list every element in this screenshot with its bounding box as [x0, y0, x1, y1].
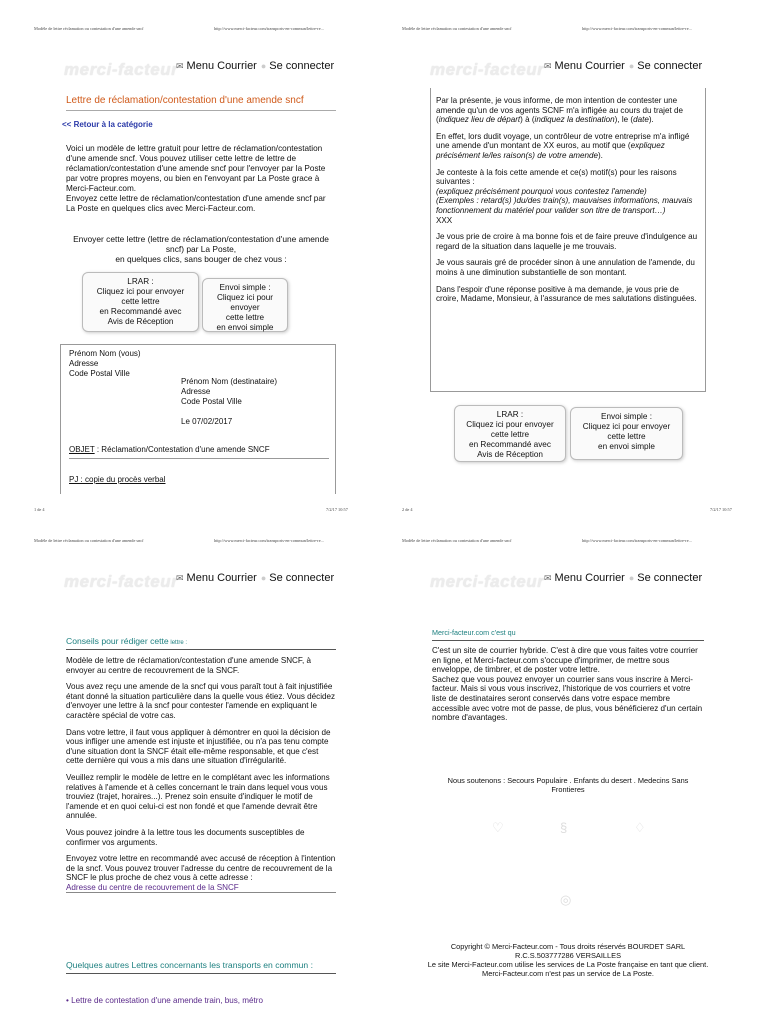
- back-to-category-link[interactable]: << Retour à la catégorie: [62, 120, 153, 129]
- site-nav: [544, 60, 702, 72]
- copyright-line-1: Copyright © Merci-Facteur.com - Tous droits réservés BOURDET SARL: [450, 942, 686, 951]
- about-text: [432, 646, 704, 723]
- letter-template: [60, 344, 336, 494]
- simple-line: en envoi simple: [598, 442, 655, 451]
- user-icon: ●: [260, 573, 267, 583]
- menu-courrier-link[interactable]: Menu Courrier: [186, 572, 257, 584]
- text: (expliquez précisément pourquoi vous contestez l'amende): [436, 186, 647, 196]
- mail-icon: ✉: [544, 573, 552, 583]
- pdf-page-1: [0, 0, 384, 512]
- text: Je conteste à la fois cette amende et ce(s) motif(s) pour les raisons suivantes :: [436, 167, 677, 187]
- print-date: 7/2/17 10:57: [710, 507, 732, 512]
- site-logo[interactable]: merci-facteur: [64, 60, 179, 79]
- site-topbar: [0, 568, 384, 598]
- send-lrar-button[interactable]: [82, 272, 199, 332]
- letter-paragraph-2: [436, 132, 698, 161]
- lrar-line: LRAR :: [127, 277, 154, 286]
- page-title: Lettre de réclamation/contestation d'une amende sncf: [66, 95, 336, 111]
- letter-paragraph-1: [436, 96, 698, 125]
- other-letter-link[interactable]: • Lettre de contestation d'une amende train, bus, métro: [66, 996, 263, 1005]
- print-date: 7/2/17 10:57: [326, 507, 348, 512]
- partner-logo-icon: §: [560, 820, 568, 835]
- letter-paragraph-4: Je vous prie de croire à ma bonne fois et de faire preuve d'indulgence au regard de la situation dans laquelle je me trouvais.: [436, 232, 698, 251]
- text: expliquez précisément le/les raison(s) de votre amende: [436, 141, 665, 160]
- site-topbar: [0, 56, 384, 86]
- se-connecter-link[interactable]: Se connecter: [269, 572, 335, 584]
- advice-section-title: [66, 636, 336, 650]
- se-connecter-link[interactable]: Se connecter: [269, 60, 335, 72]
- site-topbar: [384, 568, 768, 598]
- sender-name: Prénom Nom (vous): [69, 349, 141, 358]
- letter-subject: [69, 445, 329, 459]
- text: XXX: [436, 215, 453, 225]
- site-nav: [544, 572, 702, 584]
- intro-text: [66, 144, 336, 214]
- text: ), le (: [614, 115, 634, 125]
- other-letters-title: Quelques autres Lettres concernants les transports en commun :: [66, 960, 336, 974]
- print-header-title: Modèle de lettre réclamation ou contestation d'une amende sncf: [34, 538, 144, 543]
- pdf-page-3: [0, 512, 384, 1024]
- recipient-name: Prénom Nom (destinataire): [181, 377, 278, 386]
- lrar-line: Cliquez ici pour envoyer: [96, 287, 185, 296]
- sender-address: Adresse: [69, 359, 99, 368]
- send-simple-button[interactable]: [202, 278, 288, 332]
- sender-city: Code Postal Ville: [69, 369, 130, 378]
- text: indiquez lieu de départ: [438, 115, 521, 125]
- site-logo[interactable]: merci-facteur: [430, 60, 545, 79]
- letter-body: [436, 96, 698, 311]
- mail-icon: ✉: [544, 61, 552, 71]
- advice-text: [66, 656, 338, 893]
- text: indiquez la destination: [534, 115, 615, 125]
- send-line-1: Envoyer cette lettre (lettre de réclamation/contestation d'une amende sncf) par La Poste,: [73, 234, 329, 254]
- se-connecter-link[interactable]: Se connecter: [637, 60, 703, 72]
- site-nav: [176, 60, 334, 72]
- user-icon: ●: [628, 573, 635, 583]
- lrar-line: Avis de Réception: [477, 450, 543, 459]
- menu-courrier-link[interactable]: Menu Courrier: [554, 572, 625, 584]
- menu-courrier-link[interactable]: Menu Courrier: [186, 60, 257, 72]
- recipient-address: Adresse: [181, 387, 211, 396]
- lrar-line: cette lettre: [490, 430, 530, 439]
- sender-block: [69, 349, 141, 379]
- about-section-title: Merci-facteur.com c'est qu: [432, 628, 704, 641]
- objet-text: : Réclamation/Contestation d'une amende SNCF: [94, 445, 270, 454]
- partner-logo-icon: ♢: [634, 820, 646, 835]
- lrar-line: Avis de Réception: [107, 317, 174, 326]
- mail-icon: ✉: [176, 61, 184, 71]
- print-header-url: http://www.merci-facteur.com/transports-en-commun/lettre-re...: [582, 538, 692, 543]
- text: Conseils pour rédiger cette: [66, 636, 169, 646]
- advice-paragraph-6: Envoyez votre lettre en recommandé avec accusé de réception à l'intention de la sncf. Vous pouvez trouver l'adresse du centre de recouvrement de la SNCF le plus proche de chez vous à cette adresse :: [66, 854, 336, 883]
- print-header-title: Modèle de lettre réclamation ou contestation d'une amende sncf: [34, 26, 144, 31]
- pdf-page-2: [384, 0, 768, 512]
- site-nav: [176, 572, 334, 584]
- objet-label: OBJET: [69, 445, 95, 454]
- lrar-line: en Recommandé avec: [99, 307, 182, 316]
- send-simple-button[interactable]: [570, 407, 683, 460]
- about-paragraph-2: Sachez que vous pouvez envoyer un courrier sans vous inscrire à Merci-facteur. Mais si vous vous inscrivez, l'historique de vos courriers et votre liste de destinataires seront conservés dans votre espace membre accessible avec votre mot de passe, de plus, vous bénéficierez d'un certain nombre d'avantages.: [432, 674, 703, 723]
- simple-line: Cliquez ici pour envoyer: [582, 422, 671, 431]
- supported-charities: Nous soutenons : Secours Populaire . Enfants du desert . Medecins Sans Frontieres: [447, 776, 689, 794]
- mail-icon: ✉: [176, 573, 184, 583]
- site-logo[interactable]: merci-facteur: [64, 572, 179, 591]
- print-header-title: Modèle de lettre réclamation ou contestation d'une amende sncf: [402, 538, 512, 543]
- send-instructions: [66, 234, 336, 264]
- user-icon: ●: [628, 61, 635, 71]
- text: date: [633, 115, 649, 125]
- text: Par la présente, je vous informe, de mon intention de contester une amende qu'un de vos agents SCNF m'a infligée au cours du trajet de (: [436, 96, 683, 125]
- advice-paragraph-1: Modèle de lettre de réclamation/contestation d'une amende SNCF, à envoyer au centre de recouvrement de la SNCF.: [66, 656, 311, 675]
- menu-courrier-link[interactable]: Menu Courrier: [554, 60, 625, 72]
- advice-paragraph-4: Veuillez remplir le modèle de lettre en le complétant avec les informations relatives à l'amende et à celles concernant le train dans lequel vous vous trouviez (trajet, horaires...). Prenez soin ensuite d'indiquer le motif de l'amende et en quoi celui-ci est non fondé et que l'amende devrait être annulée.: [66, 772, 330, 821]
- other-letters-list: [66, 996, 338, 1006]
- advice-paragraph-2: Vous avez reçu une amende de la sncf qui vous paraît tout à fait injustifiée étant donné la situation particulière dans la quelle vous étiez. Vous décidez d'envoyer une lettre à la sncf pour contester l'amende en expliquant le caractère spécial de votre cas.: [66, 682, 336, 720]
- text: ).: [597, 150, 603, 160]
- send-line-2: en quelques clics, sans bouger de chez vous :: [115, 254, 287, 264]
- simple-line: cette lettre: [225, 313, 265, 322]
- advice-paragraph-3: Dans votre lettre, il faut vous appliquer à démontrer en quoi la décision de vous infliger une amende est injuste et injustifiée, ou n'a pas tenu compte d'une situation dont la SNCF était elle-même responsable, et que c'est cette dernière qui vous a mis dans une situation d'irrégularité.: [66, 727, 331, 766]
- text: ) à (: [520, 115, 535, 125]
- lrar-line: Cliquez ici pour envoyer: [466, 420, 554, 429]
- site-copyright: [418, 942, 718, 978]
- site-logo[interactable]: merci-facteur: [430, 572, 545, 591]
- print-header-title: Modèle de lettre réclamation ou contestation d'une amende sncf: [402, 26, 512, 31]
- text: (Exemples : retard(s) )du/des train(s), mauvaises informations, mauvais fonctionnement du matériel pour valider son titre de transport…): [436, 196, 693, 215]
- letter-paragraph-3: [436, 168, 698, 226]
- partner-logo-icon: ♡: [492, 820, 504, 835]
- page-number: 1 de 4: [34, 507, 45, 512]
- letter-paragraph-5: Je vous saurais gré de procéder sinon à une annulation de l'amende, du moins à une diminution substantielle de son montant.: [436, 258, 695, 277]
- print-header-url: http://www.merci-facteur.com/transports-en-commun/lettre-re...: [214, 26, 324, 31]
- letter-attachment: PJ : copie du procès verbal: [69, 475, 166, 484]
- simple-line: Envoi simple :: [219, 283, 271, 292]
- lrar-line: LRAR :: [496, 410, 524, 419]
- text: En effet, lors dudit voyage, un contrôleur de votre entreprise m'a infligé une amende d'un montant de XX euros, au motif que (: [436, 131, 690, 151]
- recipient-city: Code Postal Ville: [181, 397, 242, 406]
- simple-line: Envoi simple :: [601, 412, 652, 421]
- intro-paragraph-1: Voici un modèle de lettre gratuit pour lettre de réclamation/contestation d'une amende sncf. Vous pouvez utiliser cette lettre de lettre de réclamation/contestation d'une amende sncf pour l'envoyer par la Poste par votre propres moyens, ou bien en l'envoyant par La Poste grace à Merci-Facteur.com.: [66, 144, 326, 193]
- user-icon: ●: [260, 61, 267, 71]
- copyright-line-2: R.C.S.503777286 VERSAILLES: [515, 951, 621, 960]
- simple-line: cette lettre: [607, 432, 646, 441]
- recipient-block: [181, 377, 277, 407]
- print-header-url: http://www.merci-facteur.com/transports-en-commun/lettre-re...: [214, 538, 324, 543]
- advice-paragraph-5: Vous pouvez joindre à la lettre tous les documents susceptibles de confirmer vos arguments.: [66, 827, 305, 847]
- page-number: 2 de 4: [402, 507, 413, 512]
- letter-paragraph-6: Dans l'espoir d'une réponse positive à ma demande, je vous prie de croire, Madame, Monsieur, à l'assurance de mes salutations distinguées.: [436, 284, 697, 304]
- send-lrar-button[interactable]: [454, 405, 566, 462]
- lrar-line: en Recommandé avec: [469, 440, 551, 449]
- copyright-line-3: Le site Merci-Facteur.com utilise les services de La Poste française en tant que client. Merci-Facteur.com n'est pas un service de La Poste.: [427, 960, 709, 978]
- letter-date: Le 07/02/2017: [181, 417, 233, 426]
- lrar-line: cette lettre: [121, 297, 160, 306]
- se-connecter-link[interactable]: Se connecter: [637, 572, 703, 584]
- text: lettre :: [168, 640, 188, 646]
- partner-logo-icon: ◎: [560, 892, 572, 907]
- print-header-url: http://www.merci-facteur.com/transports-en-commun/lettre-re...: [582, 26, 692, 31]
- simple-line: en envoi simple: [216, 323, 274, 332]
- about-paragraph-1: C'est un site de courrier hybride. C'est à dire que vous faites votre courrier en ligne, et Merci-facteur.com s'occupe d'imprimer, de mettre sous enveloppe, de timbrer, et de poster votre lettre.: [432, 646, 698, 675]
- text: ).: [648, 115, 654, 125]
- pdf-page-4: [384, 512, 768, 1024]
- recouvrement-address-link[interactable]: Adresse du centre de recouvrement de la SNCF: [66, 883, 336, 894]
- simple-line: Cliquez ici pour envoyer: [217, 293, 273, 312]
- intro-paragraph-2: Envoyez cette lettre de réclamation/contestation d'une amende sncf par La Poste en quelques clics avec Merci-Facteur.com.: [66, 194, 326, 213]
- site-topbar: [384, 56, 768, 86]
